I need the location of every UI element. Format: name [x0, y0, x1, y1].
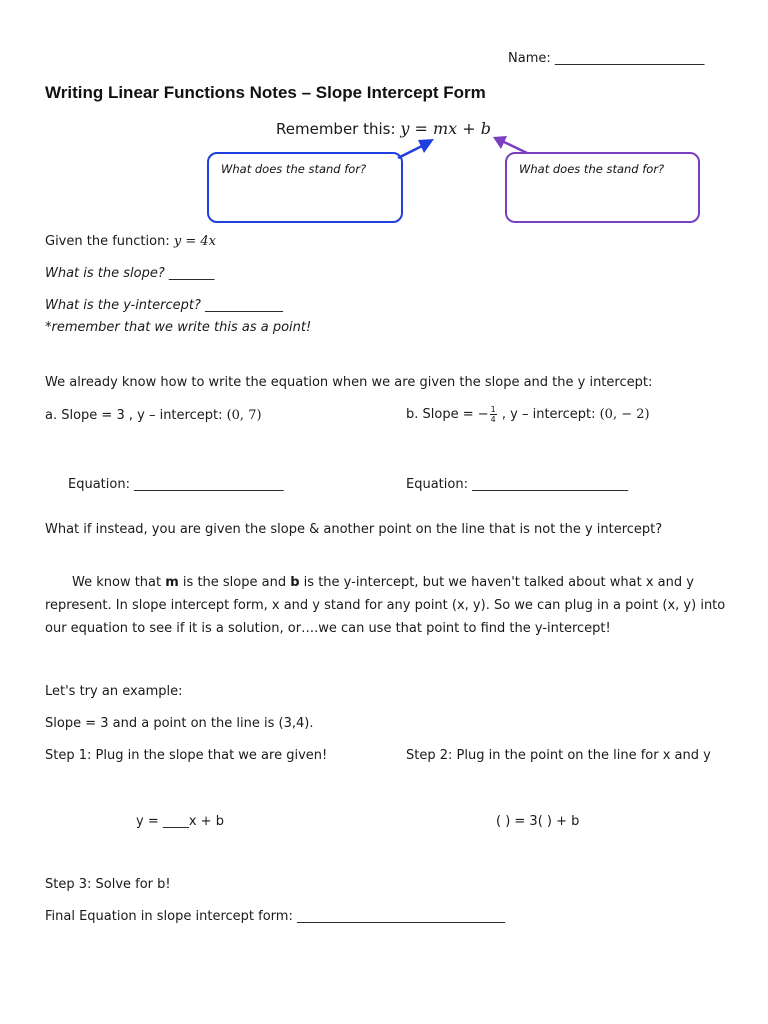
- step-1-equation: y = ____x + b: [136, 814, 224, 829]
- example-b-fraction: [490, 405, 497, 424]
- intercept-question: What is the y-intercept? ____________: [45, 298, 284, 313]
- question-text: What if instead, you are given the slope & another point on the line that is not the y intercept?: [45, 522, 663, 537]
- example-a: [45, 408, 262, 423]
- m-meaning-box[interactable]: [207, 152, 403, 223]
- explanation-m: m: [165, 575, 179, 590]
- example-a-text: a. Slope = 3 , y – intercept:: [45, 408, 227, 423]
- example-intro: Let's try an example:: [45, 684, 183, 699]
- equation-b-blank: Equation: ________________________: [406, 477, 629, 492]
- example-a-point: (0, 7): [226, 408, 262, 423]
- final-equation-blank: Final Equation in slope intercept form: ________________________________: [45, 909, 505, 924]
- explanation-part-2: is the slope and: [178, 575, 291, 590]
- example-b-suffix: , y – intercept:: [497, 407, 600, 422]
- given-function: y = 4x: [173, 234, 216, 249]
- fraction-denominator: 4: [490, 415, 496, 424]
- b-meaning-question: What does the stand for?: [519, 162, 665, 176]
- explanation-paragraph: [45, 571, 735, 640]
- arrow-to-m: [398, 139, 434, 158]
- explanation-b: b: [290, 575, 300, 590]
- example-b-prefix: b. Slope = −: [406, 407, 489, 422]
- step-1: Step 1: Plug in the slope that we are given!: [45, 748, 328, 763]
- m-meaning-question: What does the stand for?: [221, 162, 367, 176]
- explanation-part-3: is the y-intercept, but we haven't talked about what x and y represent. In slope intercept form, x and y stand for any point (x, y). So we can plug in a point (x, y) into our equation to see if it is a solution, or….we can use that point to find the y-intercept!: [45, 575, 726, 636]
- example-b-point: (0, − 2): [599, 407, 650, 422]
- step-2: Step 2: Plug in the point on the line for x and y: [406, 748, 711, 763]
- example-given: Slope = 3 and a point on the line is (3,4).: [45, 716, 314, 731]
- fraction-numerator: 1: [490, 405, 496, 414]
- slope-intercept-formula: y = mx + b: [400, 119, 491, 138]
- arrow-to-b: [493, 136, 527, 153]
- page-title: Writing Linear Functions Notes – Slope Intercept Form: [45, 83, 486, 102]
- equation-a-blank: Equation: _______________________: [68, 477, 284, 492]
- name-field-label: Name: _______________________: [508, 51, 705, 66]
- given-function-line: [45, 234, 216, 249]
- point-reminder: *remember that we write this as a point!: [45, 320, 312, 335]
- explanation-part-1: We know that: [72, 575, 166, 590]
- step-2-equation: ( ) = 3( ) + b: [496, 814, 580, 829]
- b-meaning-box[interactable]: [505, 152, 700, 223]
- slope-question: What is the slope? _______: [45, 266, 215, 281]
- example-b: [406, 405, 650, 424]
- step-3: Step 3: Solve for b!: [45, 877, 171, 892]
- remember-label: Remember this:: [276, 120, 396, 138]
- intro-text: We already know how to write the equation when we are given the slope and the y intercept:: [45, 375, 653, 390]
- given-function-label: Given the function:: [45, 234, 170, 249]
